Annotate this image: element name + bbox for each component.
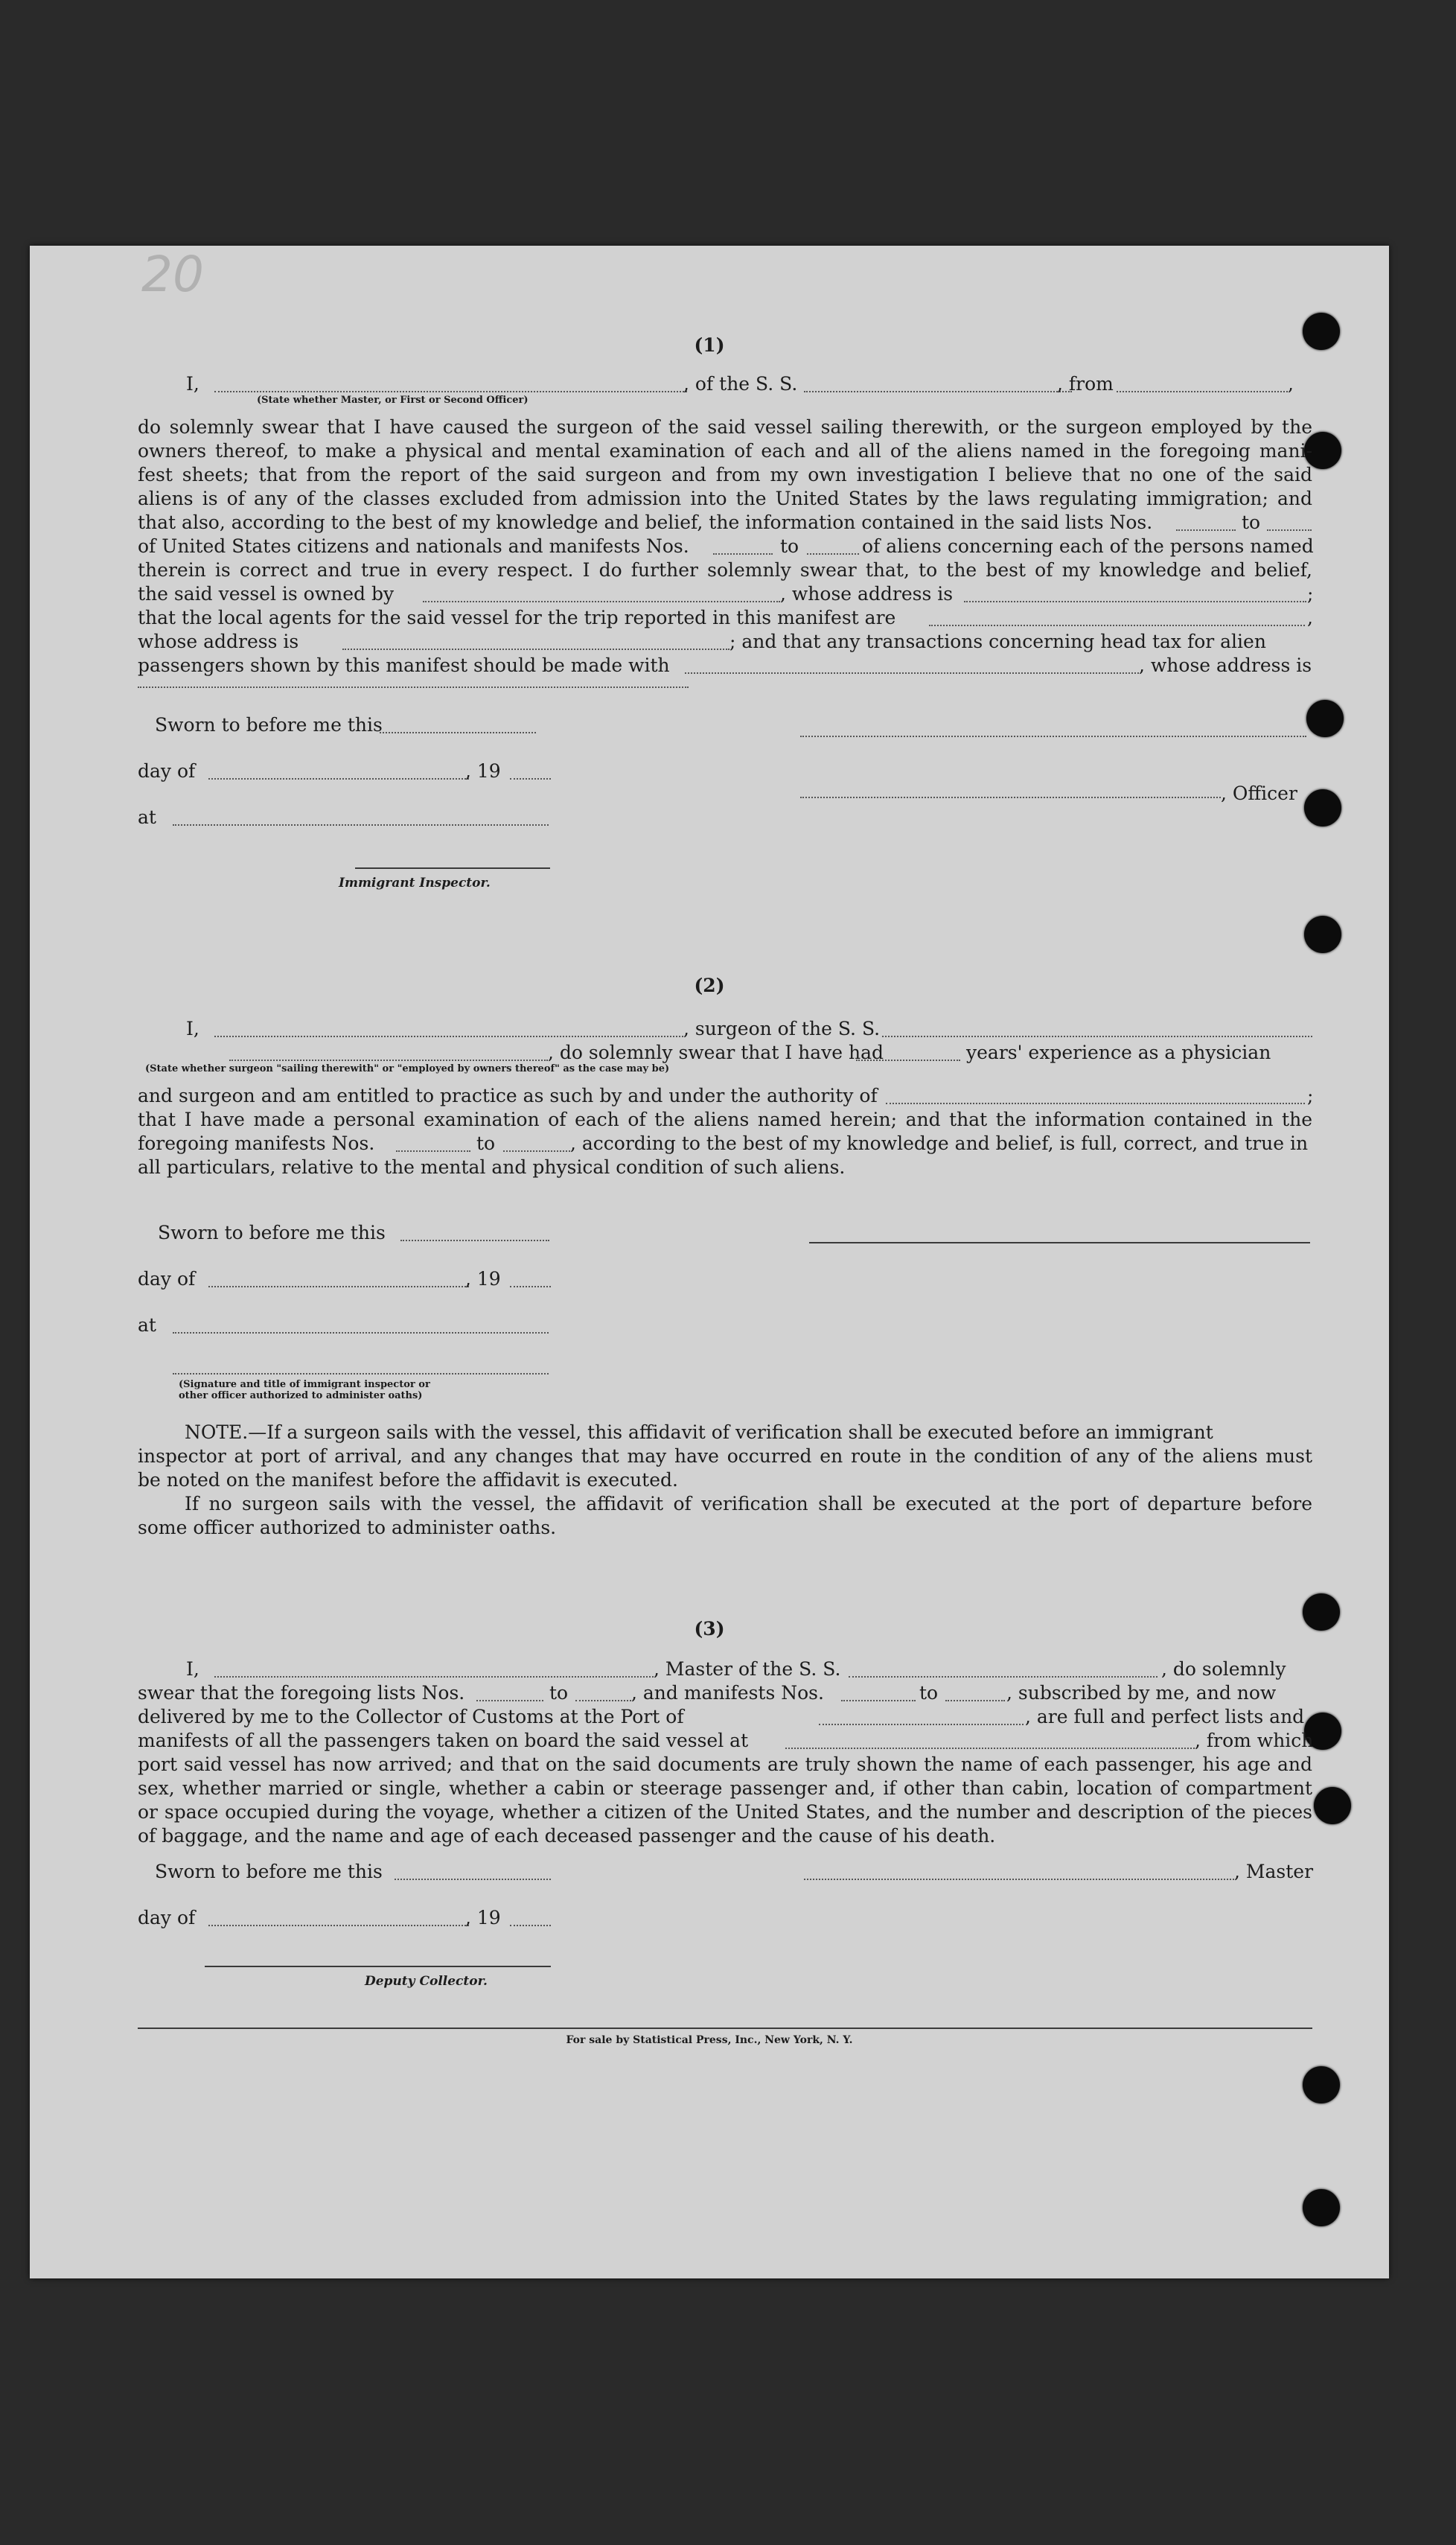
note-line-2: inspector at port of arrival, and any changes that may have occurred en route in the condition of any of the aliens must [138, 1445, 1312, 1467]
s1-vessel-blank [804, 391, 1072, 392]
s2-years-blank [856, 1060, 960, 1061]
s1-manifest-to: to [780, 535, 799, 557]
s3-sworn-blank [395, 1879, 551, 1880]
s3-day-blank [208, 1925, 469, 1926]
note-label: NOTE. [185, 1421, 249, 1443]
s3-subscribed: , subscribed by me, and now [1006, 1682, 1277, 1704]
s3-day-of: day of [138, 1907, 196, 1928]
note-line-5: some officer authorized to administer oaths. [138, 1517, 557, 1538]
pencil-page-number: 20 [141, 246, 204, 303]
s3-paragraph [138, 1753, 1312, 1848]
s2-line3: that I have made a personal examination of each of the aliens named herein; and that the information contained in the [138, 1109, 1312, 1130]
s1-line: owners thereof, to make a physical and mental examination of each and all of the aliens named in the foregoing mani- [138, 440, 1312, 462]
s1-correct-line: therein is correct and true in every respect. I do further solemnly swear that, to the best of my knowledge and belief, [138, 559, 1312, 581]
s2-according: , according to the best of my knowledge and belief, is full, correct, and true in [570, 1133, 1309, 1154]
s2-foregoing: foregoing manifests Nos. [138, 1133, 375, 1154]
s2-surgeon-signature-line [809, 1242, 1310, 1243]
s2-day-of: day of [138, 1268, 196, 1290]
s1-from-blank [1117, 391, 1288, 392]
s2-status-blank [229, 1060, 548, 1061]
s3-lists-to-blank [575, 1700, 631, 1701]
punch-hole [1304, 916, 1341, 953]
s3-swear: swear that the foregoing lists Nos. [138, 1682, 465, 1704]
section-2-heading: (2) [694, 975, 725, 996]
s1-of-the-ss: , of the S. S. [683, 373, 798, 395]
note-line-1-text: —If a surgeon sails with the vessel, this affidavit of verification shall be executed before an immigrant [248, 1421, 1213, 1443]
note-line-4: If no surgeon sails with the vessel, the affidavit of verification shall be executed at the port of departure before [185, 1493, 1312, 1514]
s2-year: , 19 [465, 1268, 501, 1290]
s3-line: sex, whether married or single, whether a cabin or steerage passenger and, if other than cabin, location of compartment [138, 1777, 1312, 1799]
s2-to: to [476, 1133, 496, 1154]
s2-years: years' experience as a physician [966, 1042, 1271, 1063]
s3-line: or space occupied during the voyage, whether a citizen of the United States, and the number and description of the pieces [138, 1801, 1312, 1823]
s3-i: I, [186, 1658, 199, 1680]
s3-delivered: delivered by me to the Collector of Customs at the Port of [138, 1706, 684, 1727]
s1-manifest-text: of United States citizens and nationals and manifests Nos. [138, 535, 689, 557]
s2-vessel-blank [882, 1036, 1312, 1037]
s1-manifest-to-blank [807, 553, 859, 555]
s1-manifest-from-blank [713, 553, 773, 555]
s1-agents-address-blank [342, 649, 729, 650]
s2-status-caption: (State whether surgeon "sailing therewith" or "employed by owners thereof" as the case may be) [145, 1063, 670, 1074]
s3-do-solemnly: , do solemnly [1161, 1658, 1286, 1680]
s1-inspector-signature-line [355, 867, 550, 869]
s1-officer-caption: (State whether Master, or First or Second Officer) [257, 395, 529, 406]
s3-and-manifests: , and manifests Nos. [631, 1682, 824, 1704]
s2-at: at [138, 1314, 156, 1336]
s1-headtax-blank [685, 672, 1139, 674]
section-3-heading: (3) [694, 1618, 725, 1640]
s1-year: , 19 [465, 760, 501, 782]
s2-officer-caption-1: (Signature and title of immigrant inspector or [179, 1379, 430, 1390]
s1-local-agents: that the local agents for the said vessel for the trip reported in this manifest are [138, 607, 896, 628]
s1-head-tax: ; and that any transactions concerning head tax for alien [729, 631, 1266, 652]
s3-vessel-blank [849, 1676, 1158, 1678]
s1-agents-blank [929, 625, 1305, 626]
s3-master-signature-blank [804, 1879, 1234, 1880]
s1-owner-blank [423, 601, 780, 602]
s2-name-blank [214, 1036, 683, 1037]
s1-lists-text: that also, according to the best of my knowledge and belief, the information contained in the said lists Nos. [138, 512, 1153, 533]
punch-hole [1303, 2066, 1340, 2103]
s1-manifest-end: of aliens concerning each of the persons named [862, 535, 1314, 557]
s1-officer-signature-blank [800, 797, 1221, 798]
s1-at: at [138, 806, 156, 828]
s1-owner-address-blank [964, 601, 1306, 602]
s3-name-blank [214, 1676, 654, 1678]
s2-day-blank [208, 1286, 469, 1287]
note-line-1 [185, 1421, 1213, 1444]
s1-paragraph [138, 415, 1312, 511]
s1-officer: , Officer [1221, 783, 1297, 804]
s1-line: fest sheets; that from the report of the said surgeon and from my own investigation I believe that no one of the said [138, 464, 1312, 485]
s3-line: port said vessel has now arrived; and that on the said documents are truly shown the name of each passenger, his age and [138, 1754, 1312, 1775]
s1-comma2: , [1307, 607, 1313, 628]
section-1-heading: (1) [694, 334, 725, 356]
s3-manifest-from-blank [841, 1700, 916, 1701]
footer-rule [138, 2028, 1312, 2029]
s1-owned-by: the said vessel is owned by [138, 583, 395, 605]
s3-collector-caption: Deputy Collector. [365, 1974, 488, 1989]
s2-surgeon-of: , surgeon of the S. S. [683, 1018, 881, 1039]
s3-line: of baggage, and the name and age of each deceased passenger and the cause of his death. [138, 1825, 996, 1847]
note-line-3: be noted on the manifest before the affidavit is executed. [138, 1469, 678, 1491]
manifest-affidavit-page [30, 246, 1389, 2278]
s1-officer-blank [214, 391, 687, 392]
s2-officer-signature-blank [173, 1373, 549, 1375]
s1-sworn-blank [380, 732, 536, 733]
s1-from: , from [1057, 373, 1114, 395]
footer-publisher: For sale by Statistical Press, Inc., New York, N. Y. [566, 2034, 853, 2046]
s3-collector-signature-line [205, 1966, 551, 1967]
s3-full-perfect: , are full and perfect lists and [1025, 1706, 1305, 1727]
s3-manifests-all: manifests of all the passengers taken on board the said vessel at [138, 1730, 749, 1751]
s2-do-solemnly: , do solemnly swear that I have had [548, 1042, 884, 1063]
s3-year-blank [510, 1925, 551, 1926]
s1-lists-to-blank [1267, 529, 1312, 531]
s1-line: do solemnly swear that I have caused the surgeon of the said vessel sailing therewith, or the surgeon employed by the [138, 416, 1312, 438]
s3-sworn: Sworn to before me this [155, 1861, 383, 1882]
s1-whose-address3: , whose address is [1139, 654, 1312, 676]
s1-i: I, [186, 373, 199, 395]
s1-day-blank [208, 778, 469, 780]
s1-lists-from-blank [1176, 529, 1236, 531]
s1-line: aliens is of any of the classes excluded from admission into the United States by the laws regulating immigration; and [138, 488, 1312, 509]
s3-boarding-port-blank [785, 1748, 1195, 1749]
s3-year: , 19 [465, 1907, 501, 1928]
s3-manifest-to-blank [945, 1700, 1005, 1701]
punch-hole [1304, 789, 1341, 826]
s1-signature-blank-top [800, 736, 1306, 737]
s2-sworn: Sworn to before me this [158, 1222, 386, 1243]
s1-inspector-caption: Immigrant Inspector. [339, 876, 491, 891]
punch-hole [1303, 2189, 1340, 2226]
s1-year-blank [510, 778, 551, 780]
s2-i: I, [186, 1018, 199, 1039]
s3-port-blank [819, 1724, 1024, 1725]
s1-comma: , [1288, 373, 1294, 395]
s1-whose-address: , whose address is [780, 583, 954, 605]
s2-at-blank [173, 1332, 549, 1334]
s3-to2: to [919, 1682, 939, 1704]
s2-year-blank [510, 1286, 551, 1287]
s3-lists-from-blank [476, 1700, 543, 1701]
s1-passengers: passengers shown by this manifest should be made with [138, 654, 670, 676]
punch-hole [1306, 700, 1344, 737]
s1-headtax-address-blank [138, 687, 689, 688]
s1-day-of: day of [138, 760, 196, 782]
s2-line5: all particulars, relative to the mental and physical condition of such aliens. [138, 1156, 846, 1178]
s1-lists-to: to [1242, 512, 1261, 533]
s2-manifest-from-blank [396, 1150, 470, 1152]
s2-sworn-blank [400, 1240, 549, 1241]
s3-master: , Master [1234, 1861, 1314, 1882]
s2-authority: and surgeon and am entitled to practice as such by and under the authority of [138, 1085, 878, 1106]
s1-whose-address2: whose address is [138, 631, 299, 652]
s2-manifest-to-blank [503, 1150, 570, 1152]
s2-authority-blank [886, 1103, 1305, 1104]
s3-to1: to [549, 1682, 569, 1704]
s2-semicolon: ; [1307, 1085, 1314, 1106]
s1-semicolon: ; [1307, 583, 1314, 605]
s1-sworn: Sworn to before me this [155, 714, 383, 736]
s3-master-of: , Master of the S. S. [654, 1658, 841, 1680]
s1-at-blank [173, 824, 549, 826]
punch-hole [1314, 1787, 1351, 1824]
s3-from-which: , from which [1195, 1730, 1314, 1751]
s2-officer-caption-2: other officer authorized to administer oaths) [179, 1390, 423, 1401]
